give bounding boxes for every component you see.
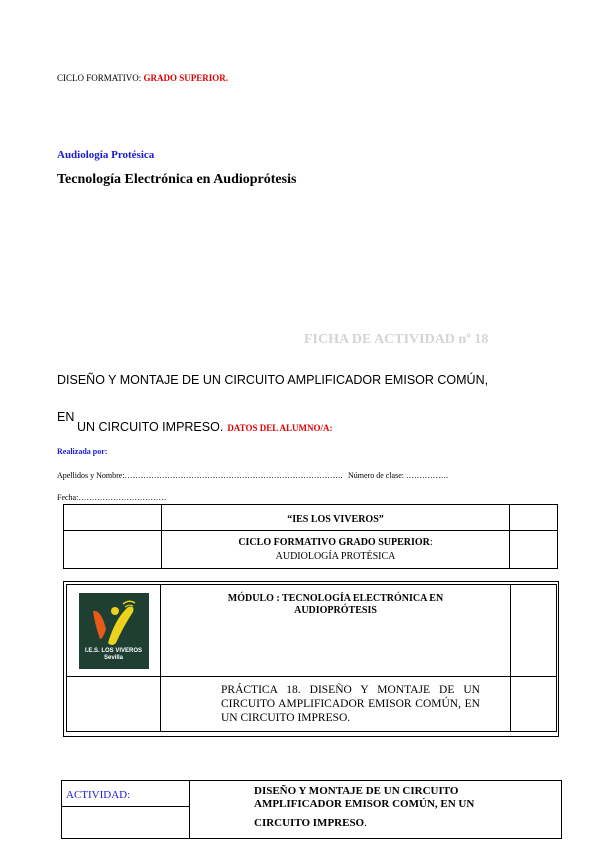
activity-title-line2: UN CIRCUITO IMPRESO. <box>77 420 224 434</box>
school-table-empty-3 <box>64 531 162 569</box>
logo-line2: Sevilla <box>103 654 123 661</box>
module-cell <box>161 585 511 677</box>
module-title: MÓDULO : TECNOLOGÍA ELECTRÓNICA EN AUDIOPRÓTESIS <box>227 593 444 616</box>
module-table-empty-2 <box>67 677 161 732</box>
apellidos-field: Apellidos y Nombre:………………………………………………………………………. <box>57 471 343 480</box>
activity-table <box>61 780 562 839</box>
logo-v-icon <box>79 595 149 655</box>
activity-title-l3-row <box>254 817 561 830</box>
activity-title-line2-row <box>77 418 333 436</box>
ciclo-cell-colon: : <box>429 536 433 548</box>
school-table <box>63 504 558 569</box>
fecha-field: Fecha:…………………………… <box>57 493 167 502</box>
activity-title-line1: DISEÑO Y MONTAJE DE UN CIRCUITO AMPLIFICADOR EMISOR COMÚN, <box>57 373 489 387</box>
practica-text: PRÁCTICA 18. DISEÑO Y MONTAJE DE UN CIRCUITO AMPLIFICADOR EMISOR COMÚN, EN UN CIRCUITO IMPRESO. <box>221 684 480 724</box>
ciclo-cell-line1 <box>162 536 509 550</box>
ficha-title: FICHA DE ACTIVIDAD nº 18 <box>304 332 489 347</box>
activity-title-en: EN <box>57 410 75 424</box>
course-area: Audiología Protésica <box>57 149 155 161</box>
actividad-cell <box>62 781 190 807</box>
ciclo-value: GRADO SUPERIOR. <box>143 73 229 83</box>
numero-field: Número de clase: ……………. <box>348 471 448 480</box>
course-subject: Tecnología Electrónica en Audioprótesis <box>57 172 297 187</box>
ciclo-cell <box>162 531 510 569</box>
module-table <box>66 584 557 732</box>
activity-title-l2: AMPLIFICADOR EMISOR COMÚN, EN UN <box>254 798 475 810</box>
school-table-empty-2 <box>510 505 558 531</box>
activity-title-cell <box>190 781 562 839</box>
datos-label: DATOS DEL ALUMNO/A: <box>227 423 333 433</box>
module-table-empty-1 <box>511 585 557 677</box>
logo-line1: I.E.S. LOS VIVEROS <box>84 647 142 654</box>
module-table-empty-3 <box>511 677 557 732</box>
activity-title-l3: CIRCUITO IMPRESO <box>254 817 365 829</box>
logo-text <box>79 648 149 662</box>
school-table-empty-1 <box>64 505 162 531</box>
school-name-cell <box>162 505 510 531</box>
actividad-label: ACTIVIDAD: <box>66 788 131 801</box>
ciclo-label: CICLO FORMATIVO: <box>57 73 142 83</box>
school-name: “IES LOS VIVEROS” <box>287 513 384 525</box>
logo-cell <box>67 585 161 677</box>
activity-table-empty <box>62 807 190 839</box>
activity-title-l1: DISEÑO Y MONTAJE DE UN CIRCUITO <box>254 785 459 797</box>
ciclo-header <box>57 73 228 83</box>
realizada-label: Realizada por: <box>57 447 108 456</box>
activity-title-dot: . <box>364 817 367 829</box>
ciclo-cell-bold: CICLO FORMATIVO GRADO SUPERIOR <box>238 536 430 548</box>
practica-cell <box>161 677 511 732</box>
school-logo <box>79 593 149 669</box>
school-table-empty-4 <box>510 531 558 569</box>
ciclo-cell-sub: AUDIOLOGÍA PROTÉSICA <box>275 550 396 562</box>
